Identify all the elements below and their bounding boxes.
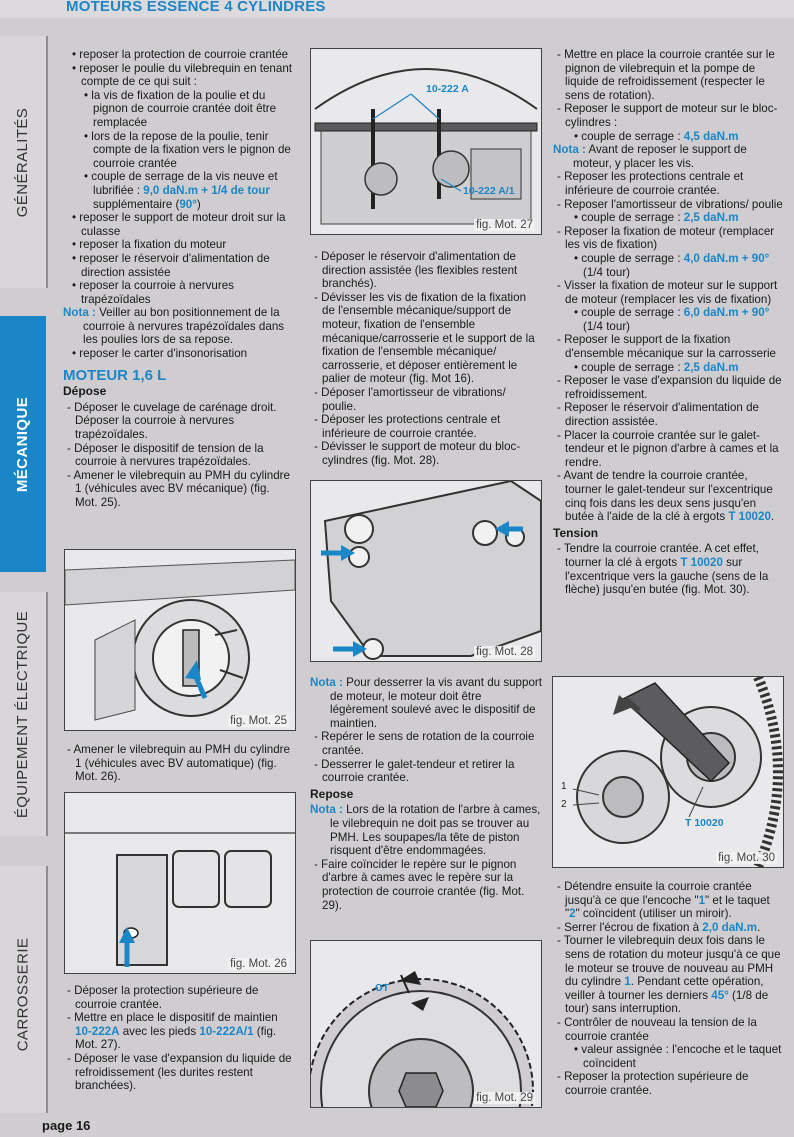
tab-generalites[interactable]: GÉNÉRALITÉS	[0, 36, 48, 288]
section-sidebar	[0, 18, 46, 1137]
figure-mot-28	[310, 480, 542, 662]
nota-note: Nota : Lors de la rotation de l'arbre à cames, le vilebrequin ne doit pas se trouver au PMH. Les soupapes/la tête de piston risquent d'être endommagées.	[310, 803, 541, 858]
subsection-heading: Repose	[310, 786, 354, 801]
list-item: • la vis de fixation de la poulie et du pignon de courroie crantée doit être remplacée	[84, 88, 277, 129]
nota-note: Nota : Veiller au bon positionnement de la courroie à nervures trapézoïdales dans les poulies lors de sa repose.	[63, 306, 285, 347]
figure-mot-27	[310, 48, 542, 235]
section-heading: MOTEUR 1,6 L	[63, 366, 167, 384]
column-2-top	[310, 250, 542, 468]
list-item: • couple de serrage de la vis neuve et lubrifiée : 9,0 daN.m + 1/4 de tour supplémentaire (90°)	[84, 170, 278, 211]
list-item: - Tendre la courroie crantée. A cet effet, tourner la clé à ergots T 10020 sur l'excentrique vers la gauche (sens de la flèche) jusqu'en butée (fig. Mot. 30).	[557, 542, 769, 597]
column-3-bottom	[553, 880, 783, 1098]
tab-carrosserie[interactable]: CARROSSERIE	[0, 866, 48, 1122]
list-item: - Reposer le support de la fixation d'ensemble mécanique sur la carrosserie	[557, 333, 777, 361]
figure-mot-30	[552, 676, 784, 868]
column-2-mid	[310, 676, 542, 912]
list-item: - Faire coïncider le repère sur le pignon d'arbre à cames avec le repère sur la protection de courroie crantée (fig. Mot. 29).	[314, 857, 525, 912]
list-item: - Déposer le réservoir d'alimentation de direction assistée (les flexibles restent branchés).	[314, 250, 518, 291]
list-item: - Dévisser le support de moteur du bloc-cylindres (fig. Mot. 28).	[314, 440, 521, 467]
column-1	[63, 48, 295, 510]
column-1-bottom	[63, 984, 295, 1093]
figure-label: 2	[561, 799, 567, 810]
figure-caption: fig. Mot. 29	[476, 1092, 533, 1104]
list-item: - Dévisser les vis de fixation de la fixation de l'ensemble mécanique/support de moteur, fixation de l'ensemble mécanique/carrosserie et le support de la fixation de l'ensemble mécanique/ carrosserie, et déposer entièrement le palier de moteur (fig. Mot 16).	[314, 290, 535, 386]
figure-caption: fig. Mot. 27	[476, 219, 533, 231]
list-item: - Serrer l'écrou de fixation à 2,0 daN.m.	[557, 920, 761, 934]
list-item: • reposer la courroie à nervures trapézoïdales	[72, 279, 234, 306]
figure-label: 10-222 A/1	[463, 185, 515, 197]
list-item: • couple de serrage : 4,5 daN.m	[574, 129, 739, 143]
tensioner-illustration	[553, 677, 783, 867]
page-header	[0, 0, 794, 18]
list-item: - Reposer la fixation de moteur (remplacer les vis de fixation)	[557, 224, 775, 252]
column-1-mid	[63, 743, 295, 784]
subsection-heading: Tension	[553, 525, 599, 540]
list-item: - Tourner le vilebrequin deux fois dans le sens de rotation du moteur jusqu'à ce que le moteur se trouve de nouveau au PMH du cylindre 1. Pendant cette opération, veiller à tourner les derniers 45° (1/8 de tour) sans interruption.	[557, 934, 781, 1016]
list-item: - Reposer l'amortisseur de vibrations/ poulie	[557, 197, 783, 211]
list-item: - Déposer l'amortisseur de vibrations/ poulie.	[314, 385, 506, 413]
list-item: • reposer le carter d'insonorisation	[72, 347, 248, 361]
page-title: MOTEURS ESSENCE 4 CYLINDRES	[66, 0, 326, 15]
engine-illustration	[65, 793, 295, 973]
list-item: • couple de serrage : 6,0 daN.m + 90° (1/4 tour)	[574, 306, 770, 333]
figure-label: T 10020	[685, 817, 724, 829]
list-item: - Desserrer le galet-tendeur et retirer la courroie crantée.	[314, 757, 515, 785]
list-item: • reposer la fixation du moteur	[72, 238, 227, 252]
list-item: - Reposer la protection supérieure de courroie crantée.	[557, 1070, 749, 1097]
list-item: - Reposer le réservoir d'alimentation de direction assistée.	[557, 401, 759, 429]
column-3-top	[553, 48, 783, 597]
list-item: - Visser la fixation de moteur sur le support de moteur (remplacer les vis de fixation)	[557, 279, 778, 306]
engine-bay-illustration	[311, 49, 541, 234]
list-item: • couple de serrage : 4,0 daN.m + 90° (1/4 tour)	[574, 251, 770, 279]
list-item: • reposer le réservoir d'alimentation de direction assistée	[72, 251, 270, 279]
list-item: - Déposer la protection supérieure de courroie crantée.	[67, 984, 259, 1011]
figure-label: OT	[375, 983, 389, 994]
figure-mot-25	[64, 549, 296, 731]
camshaft-sprocket-illustration	[311, 941, 541, 1107]
list-item: - Mettre en place le dispositif de maintien 10-222A avec les pieds 10-222A/1 (fig. Mot. 27).	[67, 1011, 278, 1052]
list-item: • valeur assignée : l'encoche et le taquet coïncident	[574, 1043, 782, 1070]
list-item: • reposer la protection de courroie crantée	[72, 48, 289, 61]
list-item: - Déposer le vase d'expansion du liquide de refroidissement (les durites restent branchées).	[67, 1051, 292, 1093]
figure-label: 10-222 A	[426, 83, 469, 95]
list-item: - Amener le vilebrequin au PMH du cylindre 1 (véhicules avec BV mécanique) (fig. Mot. 25).	[67, 468, 290, 509]
list-item: • couple de serrage : 2,5 daN.m	[574, 360, 739, 374]
list-item: • reposer le poulie du vilebrequin en tenant compte de ce qui suit :	[72, 61, 292, 89]
figure-label: 1	[561, 781, 567, 792]
page-number: page 16	[42, 1118, 91, 1133]
subsection-heading: Dépose	[63, 384, 107, 399]
list-item: - Placer la courroie crantée sur le galet-tendeur et le pignon d'arbre à cames et la rendre.	[557, 428, 779, 469]
tab-mecanique[interactable]: MÉCANIQUE	[0, 316, 46, 572]
list-item: - Amener le vilebrequin au PMH du cylindre 1 (véhicules avec BV automatique) (fig. Mot. 26).	[67, 743, 290, 784]
list-item: - Déposer le cuvelage de carénage droit. Déposer la courroie à nervures trapézoïdales.	[67, 400, 277, 442]
list-item: • lors de la repose de la poulie, tenir compte de la fixation vers le pignon de courroie crantée	[84, 129, 291, 170]
list-item: - Avant de tendre la courroie crantée, tourner le galet-tendeur sur l'excentrique cinq fois dans les deux sens jusqu'en butée à l'aide de la clé à ergots T 10020.	[557, 469, 775, 524]
figure-caption: fig. Mot. 26	[230, 958, 287, 970]
nota-note: Nota : Avant de reposer le support de moteur, y placer les vis.	[553, 143, 747, 170]
list-item: - Repérer le sens de rotation de la courroie crantée.	[314, 730, 535, 757]
list-item: - Reposer les protections centrale et inférieure de courroie crantée.	[557, 170, 744, 197]
page-number-bar	[0, 1113, 160, 1137]
list-item: - Contrôler de nouveau la tension de la courroie crantée	[557, 1015, 757, 1043]
engine-illustration	[65, 550, 295, 730]
list-item: - Mettre en place la courroie crantée sur le pignon de vilebrequin et la pompe de liquide de refroidissement (respecter le sens de rotation).	[557, 48, 775, 102]
list-item: - Déposer le dispositif de tension de la courroie à nervures trapézoïdales.	[67, 441, 264, 469]
list-item: - Détendre ensuite la courroie crantée jusqu'à ce que l'encoche "1" et le taquet "2" coïncident (utiliser un miroir).	[557, 880, 770, 921]
nota-note: Nota : Pour desserrer la vis avant du support de moteur, le moteur doit être légèrement soulevé avec le dispositif de maintien.	[310, 676, 542, 730]
list-item: • reposer le support de moteur droit sur la culasse	[72, 211, 286, 238]
list-item: • couple de serrage : 2,5 daN.m	[574, 211, 739, 225]
list-item: - Reposer le support de moteur sur le bloc-cylindres :	[557, 102, 778, 129]
figure-caption: fig. Mot. 28	[476, 646, 533, 658]
engine-support-illustration	[311, 481, 541, 661]
list-item: - Déposer les protections centrale et inférieure de courroie crantée.	[314, 413, 501, 440]
figure-caption: fig. Mot. 25	[230, 715, 287, 727]
figure-caption: fig. Mot. 30	[718, 852, 775, 864]
figure-mot-26	[64, 792, 296, 974]
tab-equipement-electrique[interactable]: ÉQUIPEMENT ÉLECTRIQUE	[0, 592, 48, 836]
figure-mot-29	[310, 940, 542, 1108]
list-item: - Reposer le vase d'expansion du liquide de refroidissement.	[557, 374, 782, 401]
